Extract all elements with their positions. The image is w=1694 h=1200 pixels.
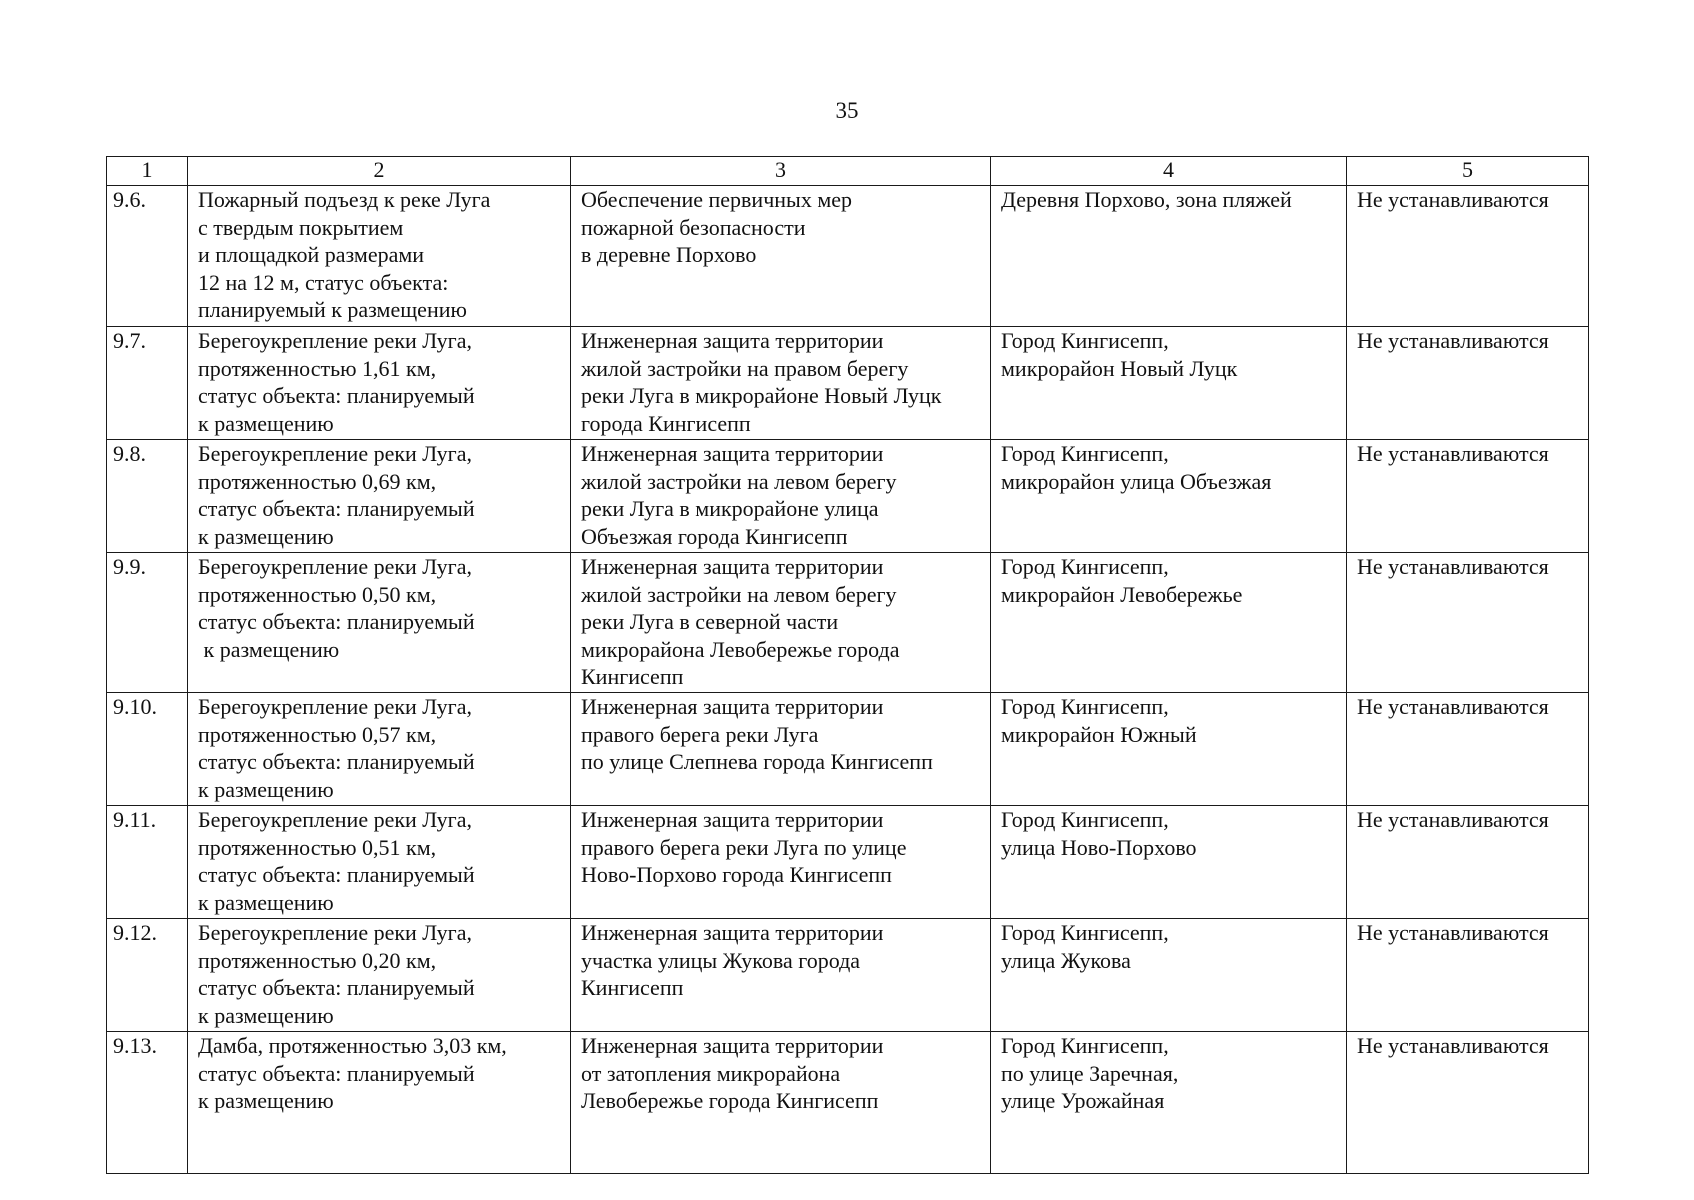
object-line: протяженностью 0,50 км, (198, 581, 437, 607)
purpose-line: Инженерная защита территории (581, 441, 884, 466)
zones-line: Не устанавливаются (1357, 187, 1549, 212)
location-line: Город Кингисепп, (1001, 694, 1169, 719)
object-line: протяженностью 0,51 км, (198, 834, 437, 860)
row-number-cell (107, 806, 188, 919)
row-number: 9.13. (113, 1033, 157, 1058)
location-line: Город Кингисепп, (1001, 441, 1169, 466)
zones-line: Не устанавливаются (1357, 554, 1549, 579)
object-line: к размещению (198, 636, 340, 662)
object-cell (188, 919, 571, 1032)
purpose-line: Объезжая города Кингисепп (581, 523, 848, 549)
location-cell (991, 693, 1347, 806)
object-line: протяженностью 1,61 км, (198, 355, 437, 381)
row-number-cell (107, 327, 188, 440)
purpose-line: Инженерная защита территории (581, 920, 884, 945)
row-number-cell (107, 186, 188, 327)
location-line: по улице Заречная, (1001, 1060, 1179, 1086)
row-number-cell (107, 693, 188, 806)
purpose-line: Инженерная защита территории (581, 328, 884, 353)
table-header-row (107, 157, 1589, 186)
object-line: статус объекта: планируемый (198, 496, 475, 522)
table-row (107, 919, 1589, 1032)
object-line: протяженностью 0,20 км, (198, 947, 437, 973)
object-line: к размещению (198, 889, 334, 915)
object-line: статус объекта: планируемый (198, 383, 475, 409)
purpose-line: Инженерная защита территории (581, 554, 884, 579)
location-cell (991, 440, 1347, 553)
purpose-cell (571, 806, 991, 919)
column-header-1: 1 (107, 157, 188, 186)
purpose-line: от затопления микрорайона (581, 1060, 841, 1086)
purpose-line: правого берега реки Луга (581, 721, 819, 747)
zones-line: Не устанавливаются (1357, 328, 1549, 353)
table-row (107, 553, 1589, 693)
location-cell (991, 553, 1347, 693)
row-number-cell (107, 919, 188, 1032)
object-line: Дамба, протяженностью 3,03 км, (198, 1033, 507, 1058)
purpose-cell (571, 186, 991, 327)
location-line: улица Ново-Порхово (1001, 834, 1197, 860)
purpose-cell (571, 693, 991, 806)
zones-line: Не устанавливаются (1357, 441, 1549, 466)
location-line: Деревня Порхово, зона пляжей (1001, 187, 1292, 212)
table-row (107, 693, 1589, 806)
zones-cell (1347, 1032, 1589, 1174)
object-line: Пожарный подъезд к реке Луга (198, 187, 491, 212)
purpose-line: реки Луга в микрорайоне Новый Луцк (581, 383, 942, 409)
document-table (106, 156, 1589, 1174)
object-line: статус объекта: планируемый (198, 609, 475, 635)
row-number: 9.12. (113, 920, 157, 945)
purpose-line: микрорайона Левобережье города (581, 636, 900, 662)
purpose-line: правого берега реки Луга по улице (581, 834, 907, 860)
object-line: планируемый к размещению (198, 297, 467, 323)
row-number-cell (107, 440, 188, 553)
location-line: Город Кингисепп, (1001, 1033, 1169, 1058)
purpose-cell (571, 919, 991, 1032)
table-row (107, 327, 1589, 440)
column-header-5: 5 (1347, 157, 1589, 186)
object-line: протяженностью 0,57 км, (198, 721, 437, 747)
purpose-line: Обеспечение первичных мер (581, 187, 853, 212)
purpose-line: по улице Слепнева города Кингисепп (581, 749, 933, 775)
row-number-cell (107, 553, 188, 693)
table-row (107, 440, 1589, 553)
purpose-line: Кингисепп (581, 975, 684, 1001)
location-cell (991, 327, 1347, 440)
row-number: 9.6. (113, 187, 146, 212)
object-line: протяженностью 0,69 км, (198, 468, 437, 494)
object-cell (188, 440, 571, 553)
zones-line: Не устанавливаются (1357, 807, 1549, 832)
purpose-line: жилой застройки на левом берегу (581, 581, 897, 607)
table-row (107, 1032, 1589, 1174)
location-cell (991, 186, 1347, 327)
object-line: к размещению (198, 523, 334, 549)
location-line: улице Урожайная (1001, 1088, 1165, 1114)
column-header-4: 4 (991, 157, 1347, 186)
location-cell (991, 919, 1347, 1032)
purpose-line: жилой застройки на правом берегу (581, 355, 909, 381)
location-line: микрорайон улица Объезжая (1001, 468, 1272, 494)
purpose-line: Ново-Порхово города Кингисепп (581, 862, 892, 888)
object-cell (188, 693, 571, 806)
column-header-2: 2 (188, 157, 571, 186)
zones-cell (1347, 806, 1589, 919)
zones-cell (1347, 186, 1589, 327)
row-number: 9.11. (113, 807, 157, 832)
zones-line: Не устанавливаются (1357, 694, 1549, 719)
zones-cell (1347, 693, 1589, 806)
purpose-line: реки Луга в микрорайоне улица (581, 496, 879, 522)
object-line: к размещению (198, 776, 334, 802)
object-line: статус объекта: планируемый (198, 975, 475, 1001)
object-line: с твердым покрытием (198, 214, 404, 240)
row-number-cell (107, 1032, 188, 1174)
object-line: статус объекта: планируемый (198, 749, 475, 775)
zones-line: Не устанавливаются (1357, 1033, 1549, 1058)
column-header-3: 3 (571, 157, 991, 186)
object-line: статус объекта: планируемый (198, 862, 475, 888)
location-line: улица Жукова (1001, 947, 1131, 973)
location-line: микрорайон Левобережье (1001, 581, 1243, 607)
row-number: 9.8. (113, 441, 146, 466)
location-line: Город Кингисепп, (1001, 807, 1169, 832)
object-line: 12 на 12 м, статус объекта: (198, 269, 449, 295)
object-cell (188, 327, 571, 440)
object-line: Берегоукрепление реки Луга, (198, 694, 472, 719)
location-cell (991, 1032, 1347, 1174)
location-line: микрорайон Новый Луцк (1001, 355, 1238, 381)
location-line: Город Кингисепп, (1001, 920, 1169, 945)
object-line: к размещению (198, 1088, 334, 1114)
purpose-line: реки Луга в северной части (581, 609, 839, 635)
location-cell (991, 806, 1347, 919)
purpose-line: Инженерная защита территории (581, 1033, 884, 1058)
purpose-line: Инженерная защита территории (581, 694, 884, 719)
object-cell (188, 806, 571, 919)
object-line: Берегоукрепление реки Луга, (198, 328, 472, 353)
purpose-line: жилой застройки на левом берегу (581, 468, 897, 494)
purpose-line: Инженерная защита территории (581, 807, 884, 832)
purpose-line: пожарной безопасности (581, 214, 806, 240)
purpose-cell (571, 440, 991, 553)
purpose-line: Кингисепп (581, 664, 684, 690)
object-cell (188, 553, 571, 693)
page-number: 35 (835, 98, 859, 123)
object-line: Берегоукрепление реки Луга, (198, 807, 472, 832)
zones-cell (1347, 919, 1589, 1032)
object-line: Берегоукрепление реки Луга, (198, 441, 472, 466)
purpose-cell (571, 553, 991, 693)
purpose-line: города Кингисепп (581, 410, 751, 436)
object-line: и площадкой размерами (198, 242, 425, 268)
row-number: 9.7. (113, 328, 146, 353)
object-cell (188, 186, 571, 327)
zones-cell (1347, 327, 1589, 440)
table-row (107, 186, 1589, 327)
location-line: микрорайон Южный (1001, 721, 1197, 747)
zones-cell (1347, 553, 1589, 693)
object-line: Берегоукрепление реки Луга, (198, 920, 472, 945)
location-line: Город Кингисепп, (1001, 554, 1169, 579)
table-row (107, 806, 1589, 919)
object-line: к размещению (198, 1002, 334, 1028)
purpose-cell (571, 327, 991, 440)
object-line: статус объекта: планируемый (198, 1060, 475, 1086)
purpose-line: в деревне Порхово (581, 242, 757, 268)
object-line: к размещению (198, 410, 334, 436)
row-number: 9.9. (113, 554, 146, 579)
row-number: 9.10. (113, 694, 157, 719)
zones-cell (1347, 440, 1589, 553)
object-line: Берегоукрепление реки Луга, (198, 554, 472, 579)
location-line: Город Кингисепп, (1001, 328, 1169, 353)
zones-line: Не устанавливаются (1357, 920, 1549, 945)
purpose-cell (571, 1032, 991, 1174)
object-cell (188, 1032, 571, 1174)
purpose-line: участка улицы Жукова города (581, 947, 861, 973)
purpose-line: Левобережье города Кингисепп (581, 1088, 879, 1114)
